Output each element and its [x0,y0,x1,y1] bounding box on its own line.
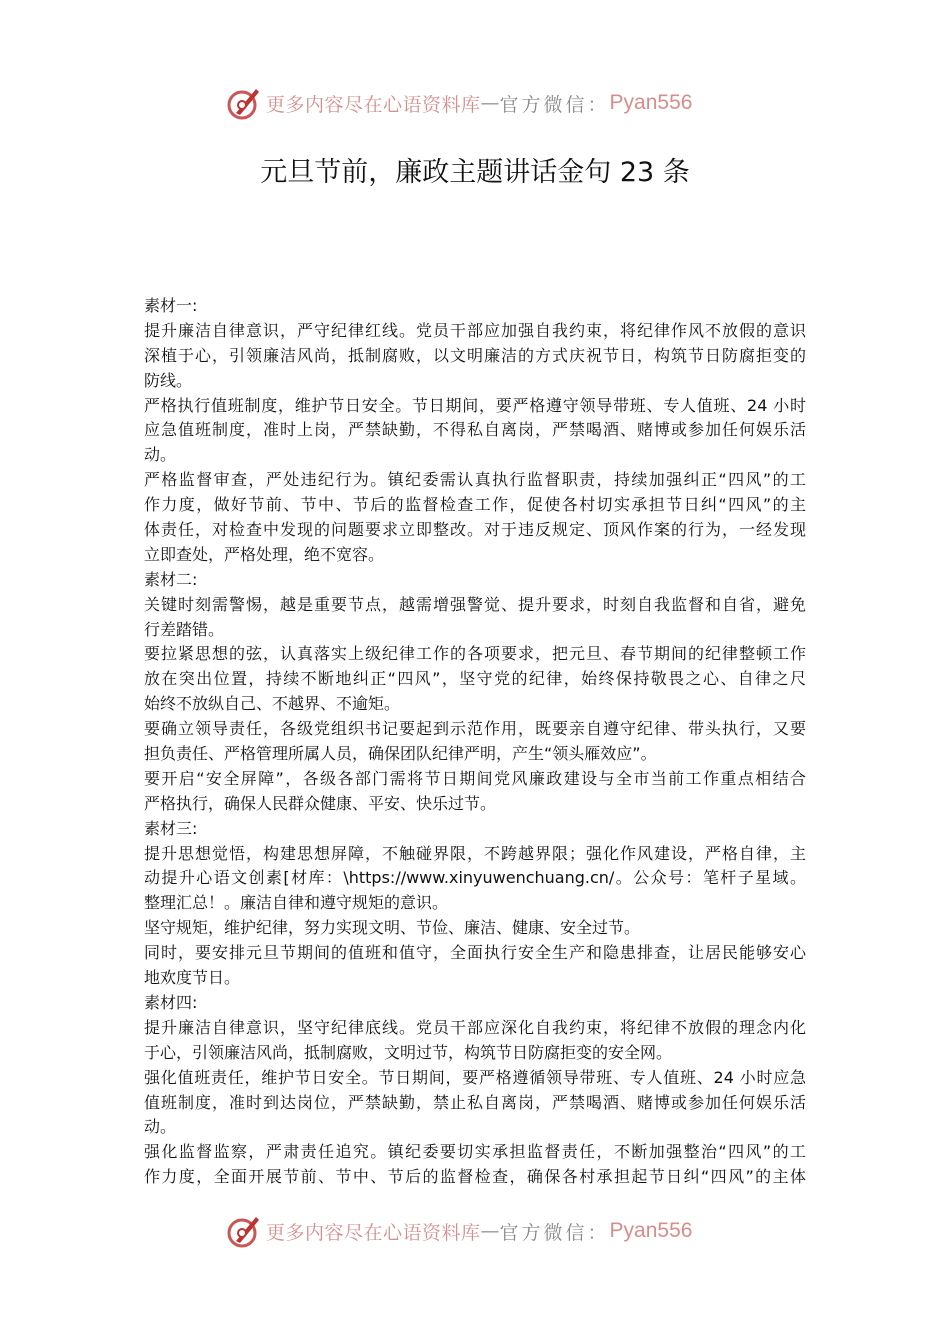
text-line: 提升廉洁自律意识，坚守纪律底线。党员干部应深化自我约束，将纪律不放假的理念内化 [144,1017,806,1037]
text-line: 于心，引领廉洁风尚，抵制腐败，文明过节，构筑节日防腐拒变的安全网。 [144,1042,673,1062]
text-line: 提升廉洁自律意识，严守纪律红线。党员干部应加强自我约束，将纪律作风不放假的意识 [144,320,806,340]
quill-logo-icon [226,1213,262,1249]
text-line: 要拉紧思想的弦，认真落实上级纪律工作的各项要求，把元旦、春节期间的纪律整顿工作 [144,644,806,664]
document-title: 元旦节前，廉政主题讲话金句 23 条 [260,157,690,188]
text-line: 提升思想觉悟，构建思想屏障，不触碰界限，不跨越界限；强化作风建设，严格自律，主 [144,843,806,863]
section-heading: 素材三: [144,818,198,838]
text-line: 要开启“安全屏障”，各级各部门需将节日期间党风廉政建设与全市当前工作重点相结合 [144,768,806,788]
text-line: 动。 [144,445,177,465]
text-line: 整理汇总！。廉洁自律和遵守规矩的意识。 [144,893,449,913]
watermark-wechat-label: 官方微信： [499,93,610,116]
text-line: 严格监督审查，严处违纪行为。镇纪委需认真执行监督职责，持续加强纠正“四风”的工 [144,470,806,490]
section-heading: 素材二: [144,569,198,589]
text-line: 动提升心语文创素[材库：\https://www.xinyuwenchuang.cn/。公众号：笔杆子星域。 [144,868,806,888]
text-line: 同时，要安排元旦节期间的值班和值守，全面执行安全生产和隐患排查，让居民能够安心 [144,943,806,963]
text-line: 要确立领导责任，各级党组织书记要起到示范作用，既要亲自遵守纪律、带头执行，又要 [144,719,806,739]
section-heading: 素材一: [144,296,198,315]
footer-watermark [226,1211,726,1251]
text-line: 担负责任、严格管理所属人员，确保团队纪律严明，产生“领头雁效应”。 [144,744,657,764]
text-line: 体责任，对检查中发现的问题要求立即整改。对于违反规定、顶风作案的行为，一经发现 [144,520,806,540]
text-line: 严格执行值班制度，维护节日安全。节日期间，要严格遵守领导带班、专人值班、24 小时 [144,395,806,415]
text-line: 强化监督监察，严肃责任追究。镇纪委要切实承担监督责任，不断加强整治“四风”的工 [144,1142,806,1162]
watermark-wechat-label: 官方微信： [499,1221,610,1244]
text-line: 严格执行，确保人民群众健康、平安、快乐过节。 [144,793,497,813]
text-line: 动。 [144,1117,177,1137]
text-line: 防线。 [144,370,193,390]
text-line: 作力度，做好节前、节中、节后的监督检查工作，促使各村切实承担节日纠“四风”的主 [144,495,806,515]
header-watermark [226,83,726,123]
text-line: 强化值班责任，维护节日安全。节日期间，要严格遵循领导带班、专人值班、24 小时应急 [144,1067,806,1087]
text-line: 应急值班制度，准时上岗，严禁缺勤，不得私自离岗，严禁喝酒、赌博或参加任何娱乐活 [144,420,806,440]
text-line: 坚守规矩，维护纪律，努力实现文明、节俭、廉洁、健康、安全过节。 [144,918,641,938]
quill-logo-icon [226,85,262,121]
text-line: 放在突出位置，持续不断地纠正“四风”，坚守党的纪律，始终保持敬畏之心、自律之尺 [144,669,806,689]
section-heading: 素材四: [144,992,198,1012]
watermark-wechat-id: Pyan556 [609,1219,693,1242]
watermark-text: 更多内容尽在心语资料库 [266,93,481,116]
text-line: 始终不放纵自己、不越界、不逾矩。 [144,694,401,714]
text-line: 立即查处，严格处理，绝不宽容。 [144,544,385,564]
watermark-dash: — [480,92,500,114]
watermark-text: 更多内容尽在心语资料库 [266,1221,481,1244]
text-line: 深植于心，引领廉洁风尚，抵制腐败，以文明廉洁的方式庆祝节日，构筑节日防腐拒变的 [144,345,806,365]
text-line: 关键时刻需警惕，越是重要节点，越需增强警觉、提升要求，时刻自我监督和自省，避免 [144,594,806,614]
watermark-dash: — [480,1220,500,1242]
text-line: 地欢度节日。 [144,968,241,988]
watermark-wechat-id: Pyan556 [609,91,693,114]
text-line: 行差踏错。 [144,619,225,639]
text-line: 作力度，全面开展节前、节中、节后的监督检查，确保各村承担起节日纠“四风”的主体 [144,1167,806,1187]
document-body [144,294,806,1190]
text-line: 值班制度，准时到达岗位，严禁缺勤，禁止私自离岗，严禁喝酒、赌博或参加任何娱乐活 [144,1092,806,1112]
